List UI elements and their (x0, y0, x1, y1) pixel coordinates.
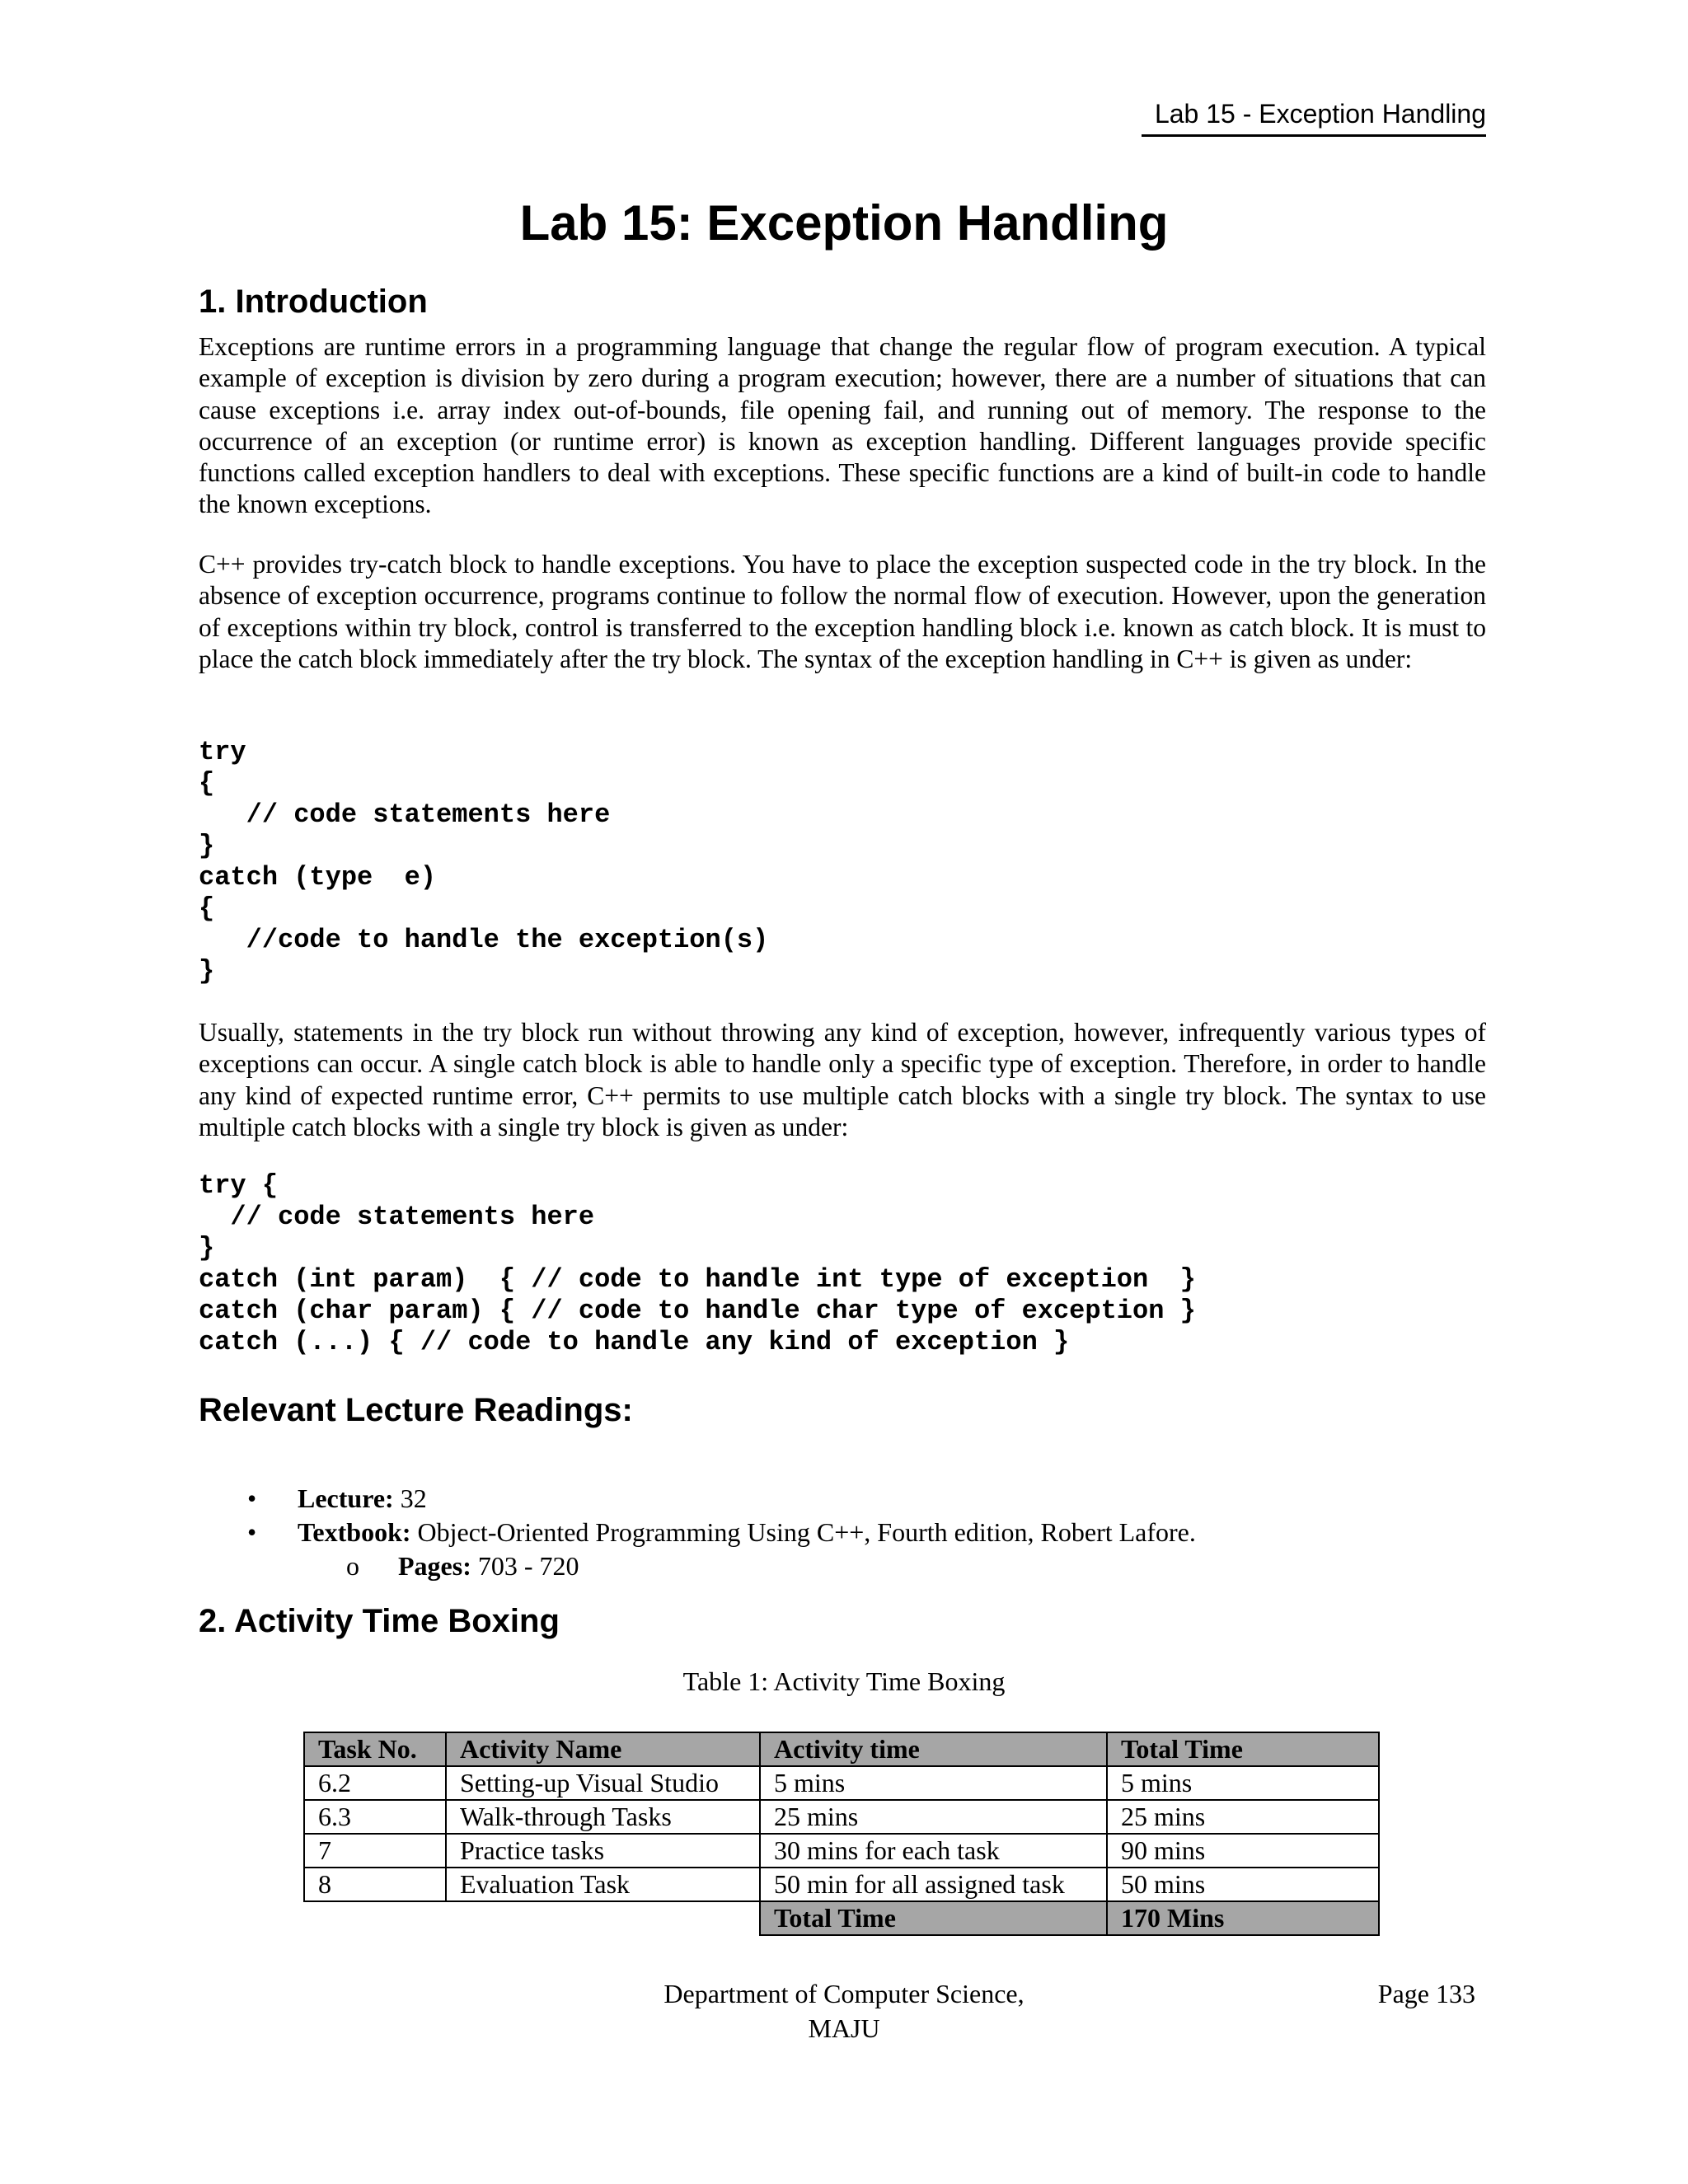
reading-item-lecture (247, 1482, 1196, 1516)
table-cell: 7 (304, 1834, 446, 1868)
intro-paragraph-3: Usually, statements in the try block run without throwing any kind of exception, however, infrequently various types of exceptions can occur. A single catch block is able to handle only a specific type of exception. Therefore, in order to handle any kind of expected runtime error, C++ permits to use multiple catch blocks with a single try block. The syntax to use multiple catch blocks with a single try block is given as under: (199, 1018, 1486, 1141)
lecture-label: Lecture: (298, 1483, 394, 1513)
table-row (304, 1834, 1379, 1868)
intro-paragraph-1: Exceptions are runtime errors in a programming language that change the regular flow of program execution. A typical example of exception is division by zero during a program execution; however, there are a number of situations that can cause exceptions i.e. array index out-of-bounds, file opening fail, and running out of memory. The response to the occurrence of an exception (or runtime error) is known as exception handling. Different languages provide specific functions called exception handlers to deal with exceptions. These specific functions are a kind of built-in code to handle the known exceptions. (199, 332, 1486, 519)
table-row (304, 1800, 1379, 1834)
bullet-icon: • (247, 1483, 257, 1513)
section-heading-time-boxing: 2. Activity Time Boxing (199, 1603, 560, 1639)
page-title: Lab 15: Exception Handling (519, 195, 1169, 251)
column-header: Task No. (304, 1732, 446, 1766)
readings-list (247, 1482, 1196, 1583)
table-cell: 6.2 (304, 1766, 446, 1800)
textbook-label: Textbook: (298, 1517, 411, 1547)
reading-item-textbook (247, 1516, 1196, 1549)
reading-item-pages (247, 1549, 1196, 1583)
pages-label: Pages: (398, 1551, 471, 1581)
table-cell: 5 mins (760, 1766, 1107, 1800)
total-label-cell: Total Time (760, 1901, 1107, 1935)
table-total-row (304, 1901, 1379, 1935)
empty-cell (446, 1901, 760, 1935)
table-cell: 90 mins (1107, 1834, 1379, 1868)
table-cell: 25 mins (760, 1800, 1107, 1834)
total-value-cell: 170 Mins (1107, 1901, 1379, 1935)
page-number: Page 133 (1377, 1979, 1475, 2008)
table-cell: 8 (304, 1868, 446, 1901)
table-cell: Setting-up Visual Studio (446, 1766, 760, 1800)
pages-value: 703 - 720 (471, 1551, 579, 1581)
footer-university: MAJU (808, 2013, 880, 2043)
intro-paragraph-2: C++ provides try-catch block to handle exceptions. You have to place the exception suspected code in the try block. In the absence of exception occurrence, programs continue to follow the normal flow of execution. However, upon the generation of exceptions within try block, control is transferred to the exception handling block i.e. known as catch block. It is must to place the catch block immediately after the try block. The syntax of the exception handling in C++ is given as under: (199, 550, 1486, 673)
table-header-row (304, 1732, 1379, 1766)
table-cell: 25 mins (1107, 1800, 1379, 1834)
table-cell: Walk-through Tasks (446, 1800, 760, 1834)
table-cell: 50 mins (1107, 1868, 1379, 1901)
section-heading-readings: Relevant Lecture Readings: (199, 1392, 633, 1428)
section-heading-introduction: 1. Introduction (199, 284, 428, 320)
lecture-value: 32 (393, 1483, 427, 1513)
activity-time-table (303, 1732, 1380, 1936)
code-block-try-catch: try { // code statements here } catch (type e) { //code to handle the exception(s) } (199, 737, 769, 987)
table-cell: 30 mins for each task (760, 1834, 1107, 1868)
table-cell: 5 mins (1107, 1766, 1379, 1800)
textbook-value: Object-Oriented Programming Using C++, Fourth edition, Robert Lafore. (410, 1517, 1196, 1547)
table-cell: Evaluation Task (446, 1868, 760, 1901)
sub-bullet-icon: o (346, 1551, 359, 1581)
table-cell: 50 min for all assigned task (760, 1868, 1107, 1901)
code-block-multiple-catch: try { // code statements here } catch (int param) { // code to handle int type of exception } catch (char param) { // code to handle char type of exception } catch (...) { // code to handle any kind of exception } (199, 1170, 1196, 1357)
table-row (304, 1766, 1379, 1800)
footer-department: Department of Computer Science, (663, 1979, 1025, 2008)
running-header: Lab 15 - Exception Handling (1142, 99, 1486, 137)
column-header: Total Time (1107, 1732, 1379, 1766)
table-caption: Table 1: Activity Time Boxing (682, 1666, 1006, 1696)
bullet-icon: • (247, 1517, 257, 1547)
column-header: Activity Name (446, 1732, 760, 1766)
table-cell: Practice tasks (446, 1834, 760, 1868)
table-cell: 6.3 (304, 1800, 446, 1834)
column-header: Activity time (760, 1732, 1107, 1766)
empty-cell (304, 1901, 446, 1935)
table-row (304, 1868, 1379, 1901)
